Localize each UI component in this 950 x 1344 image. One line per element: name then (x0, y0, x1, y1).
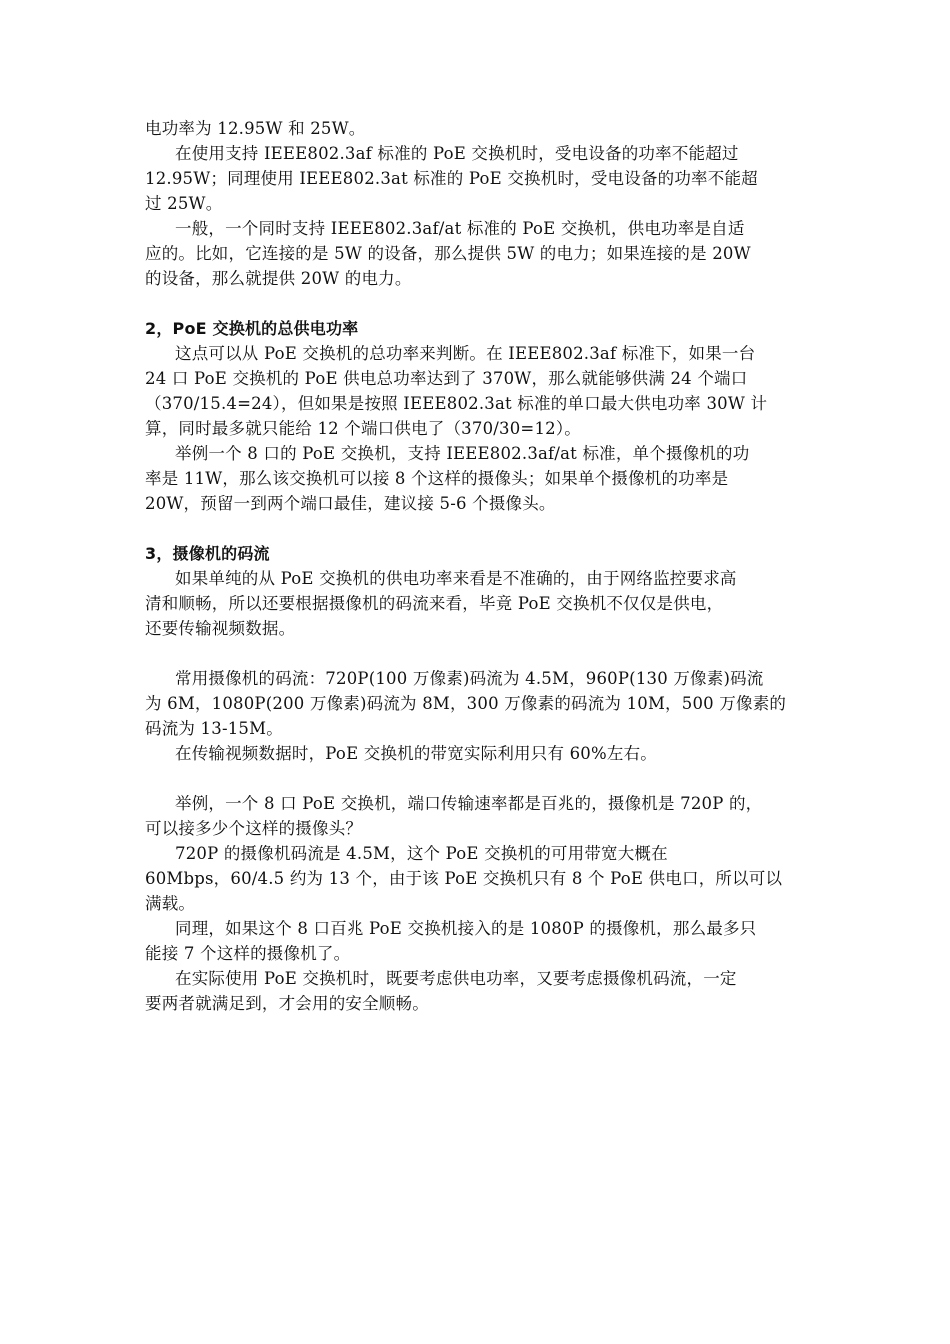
text-line: 可以接多少个这样的摄像头？ (145, 819, 363, 838)
text-line: 清和顺畅，所以还要根据摄像机的码流来看，毕竟 PoE 交换机不仅仅是供电， (145, 594, 724, 613)
text-line: 码流为 13-15M。 (145, 719, 283, 738)
text-line: 应的。比如，它连接的是 5W 的设备，那么提供 5W 的电力；如果连接的是 20W (145, 244, 751, 263)
paragraph-total-power (145, 341, 810, 441)
text-line: 为 6M，1080P(200 万像素)码流为 8M，300 万像素的码流为 10M，500 万像素的 (145, 694, 787, 713)
text-line: 率是 11W，那么该交换机可以接 8 个这样的摄像头；如果单个摄像机的功率是 (145, 469, 729, 488)
text-line: 20W，预留一到两个端口最佳，建议接 5-6 个摄像头。 (145, 494, 556, 513)
text-line: 的设备，那么就提供 20W 的电力。 (145, 269, 412, 288)
paragraph-intro-tail (145, 116, 810, 141)
text-line: 举例，一个 8 口 PoE 交换机，端口传输速率都是百兆的，摄像机是 720P 的， (175, 794, 763, 813)
paragraph-bandwidth (145, 741, 810, 766)
paragraph-conclusion (145, 966, 810, 1016)
text-line: 满载。 (145, 894, 196, 913)
text-line: 如果单纯的从 PoE 交换机的供电功率来看是不准确的，由于网络监控要求高 (175, 569, 737, 588)
text-line: 常用摄像机的码流：720P(100 万像素)码流为 4.5M，960P(130 万像素)码流 (175, 669, 764, 688)
paragraph-example-question (145, 791, 810, 841)
text-line: 举例一个 8 口的 PoE 交换机，支持 IEEE802.3af/at 标准，单个摄像机的功 (175, 444, 750, 463)
text-line: 一般，一个同时支持 IEEE802.3af/at 标准的 PoE 交换机，供电功率是自适 (175, 219, 745, 238)
paragraph-af-limit (145, 141, 810, 216)
text-line: 24 口 PoE 交换机的 PoE 供电总功率达到了 370W，那么就能够供满 24 个端口 (145, 369, 748, 388)
text-line: 同理，如果这个 8 口百兆 PoE 交换机接入的是 1080P 的摄像机，那么最多只 (175, 919, 757, 938)
paragraph-bitrate-intro (145, 566, 810, 641)
spacer (145, 516, 810, 541)
paragraph-answer-720p (145, 841, 810, 916)
text-line: 算，同时最多就只能给 12 个端口供电了（370/30=12）。 (145, 419, 582, 438)
text-line: 在实际使用 PoE 交换机时，既要考虑供电功率，又要考虑摄像机码流，一定 (175, 969, 737, 988)
text-line: （370/15.4=24），但如果是按照 IEEE802.3at 标准的单口最大供电功率 30W 计 (145, 394, 768, 413)
text-line: 这点可以从 PoE 交换机的总功率来判断。在 IEEE802.3af 标准下，如果一台 (175, 344, 756, 363)
text-line: 60Mbps，60/4.5 约为 13 个，由于该 PoE 交换机只有 8 个 PoE 供电口，所以可以 (145, 869, 783, 888)
spacer (145, 766, 810, 791)
paragraph-common-bitrate (145, 666, 810, 741)
text-line: 能接 7 个这样的摄像机了。 (145, 944, 351, 963)
spacer (145, 641, 810, 666)
text-line: 还要传输视频数据。 (145, 619, 296, 638)
text-line: 在传输视频数据时，PoE 交换机的带宽实际利用只有 60%左右。 (175, 744, 657, 763)
text-line: 在使用支持 IEEE802.3af 标准的 PoE 交换机时，受电设备的功率不能超过 (175, 144, 739, 163)
section-heading-3: 3，摄像机的码流 (145, 544, 270, 563)
paragraph-answer-1080p (145, 916, 810, 966)
section-heading-2: 2，PoE 交换机的总供电功率 (145, 319, 359, 338)
text-line: 要两者就满足到，才会用的安全顺畅。 (145, 994, 429, 1013)
document-body (145, 116, 810, 1016)
paragraph-adaptive (145, 216, 810, 291)
text-line: 电功率为 12.95W 和 25W。 (145, 119, 366, 138)
text-line: 过 25W。 (145, 194, 223, 213)
spacer (145, 291, 810, 316)
paragraph-example-8port (145, 441, 810, 516)
text-line: 720P 的摄像机码流是 4.5M，这个 PoE 交换机的可用带宽大概在 (175, 844, 668, 863)
text-line: 12.95W；同理使用 IEEE802.3at 标准的 PoE 交换机时，受电设备的功率不能超 (145, 169, 758, 188)
